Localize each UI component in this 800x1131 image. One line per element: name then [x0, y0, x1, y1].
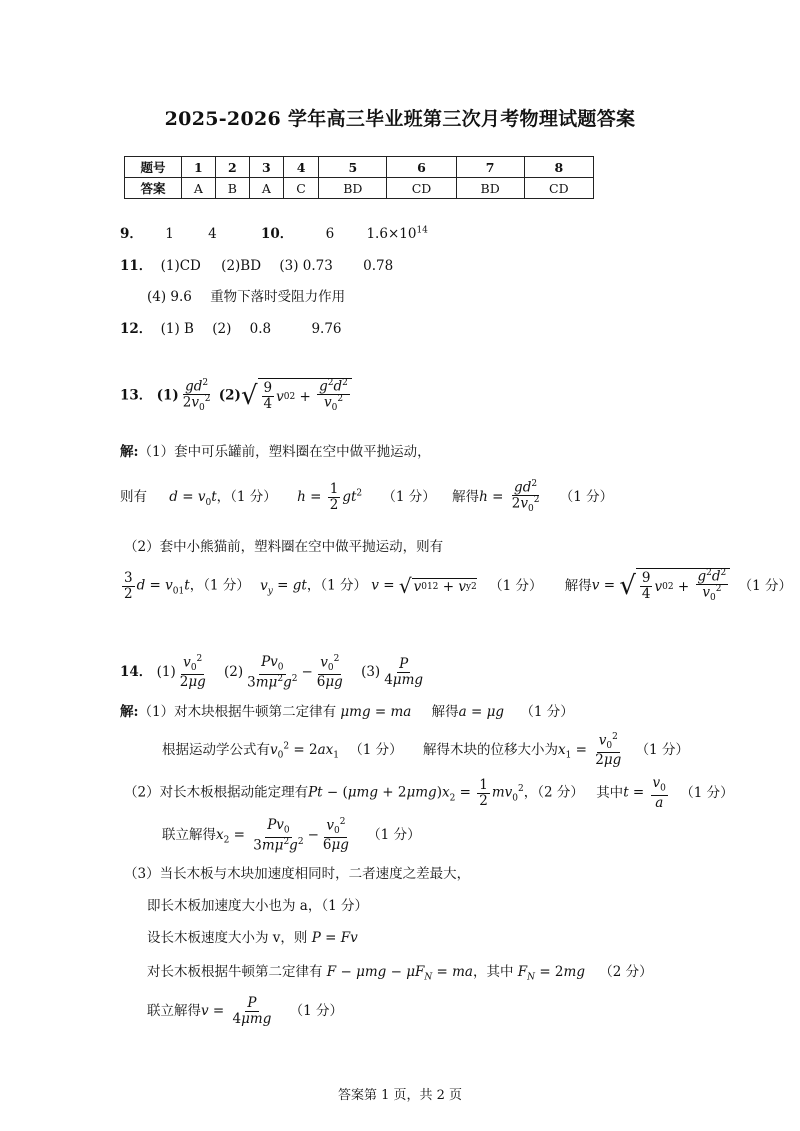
formula-h: $\frac{gd^2}{2v_0^2}$	[182, 377, 211, 414]
q13-sol-1: 解:（1）套中可乐罐前，塑料圈在空中做平抛运动，	[120, 444, 431, 460]
question-number: 4	[283, 157, 319, 178]
q11-part2: (2)BD	[221, 258, 262, 274]
q12-part1: (1) B	[160, 321, 194, 337]
question-number: 6	[387, 157, 456, 178]
question-number: 3	[250, 157, 284, 178]
q10-answer-1: 6	[325, 226, 335, 242]
q11-line	[120, 254, 393, 274]
answer-cell: BD	[319, 178, 387, 199]
q11-part1: (1)CD	[160, 258, 201, 274]
q14-sol-7: 设长木板速度大小为 v，则 P = Fv	[147, 930, 358, 946]
q14-sol-9: 联立解得v = $\frac{P}{\text{4μmg}}$ （1 分）	[147, 995, 344, 1027]
q9-number: 9．	[120, 226, 143, 242]
q14-number: 14．	[120, 663, 153, 680]
q11-number: 11．	[120, 258, 153, 274]
answer-cell: A	[250, 178, 284, 199]
question-number: 8	[524, 157, 593, 178]
table-header: 答案	[125, 178, 182, 199]
q9-answer-1: 1	[165, 226, 174, 242]
table-header: 题号	[125, 157, 182, 178]
question-number: 1	[182, 157, 216, 178]
q13-number: 13．	[120, 387, 153, 404]
q9-line	[120, 222, 428, 242]
q14-sol-2: 根据运动学公式有$v_0^2 = 2ax_1$ （1 分） 解得木块的位移大小为$x_1$ = $\frac{v_0^2}{2\mu g}$ （1 分）	[162, 732, 689, 769]
page-footer: 答案第 1 页，共 2 页	[337, 1088, 463, 1103]
q14-sol-3: （2）对长木板根据动能定理有$Pt - (\mu mg + 2\mu mg)x_2$ = $\frac{1}{2}$ $mv_0^2$，（2 分） 其中t = $\frac{v_0}{a}$ （1 分）	[124, 775, 734, 811]
answer-table	[124, 156, 594, 199]
table-row	[125, 178, 594, 199]
q14-sol-6: 即长木板加速度大小也为 a，（1 分）	[147, 898, 368, 914]
q12-part2-b: 9.76	[311, 321, 342, 337]
q11-part4: (4) 9.6	[147, 289, 192, 305]
q14-sol-4: 联立解得$x_2$ = $\frac{Pv_0}{3m\mu^2g^2}$ − $\frac{v_0^2}{6\mu g}$ （1 分）	[162, 817, 421, 854]
q12-part2-a: 0.8	[249, 321, 272, 337]
table-row	[125, 157, 594, 178]
page-title: 2025-2026 学年高三毕业班第三次月考物理试题答案	[164, 108, 636, 130]
answer-cell: A	[182, 178, 216, 199]
answer-cell: C	[283, 178, 319, 199]
answer-cell: B	[215, 178, 249, 199]
q13-sol-4: $\frac{3}{2}$ $d = v_{01}t$，（1 分） $v_y$ = gt，（1 分） v = √ v 01 2 + v y 2 （1 分） 解得v = √ $\frac{9}{4}$ v 0 2 + $\frac{g^2d^2}{v_0^2}$ （1 分）	[124, 568, 792, 604]
q10-number: 10．	[260, 226, 294, 242]
q14-sol-8: 对长木板根据牛顿第二定律有 $F - \mu mg - \mu F_N$ = ma，其中 $F_N = 2mg$ （2 分）	[147, 964, 653, 983]
q11-part4-b: 重物下落时受阻力作用	[210, 289, 346, 305]
q12-part2: (2)	[212, 321, 232, 337]
answer-cell: CD	[387, 178, 456, 199]
q14-answer-line: 14． (1) $\frac{v_0^2}{2\mu g}$ (2) $\frac{Pv_0}{3m\mu^2g^2}$ − $\frac{v_0^2}{6\mu g}$ (3) $\frac{P}{\text{4μmg}}$	[120, 654, 424, 691]
q13-sol-2: 则有 $d = v_0t$，（1 分） h = $\frac{1}{2}$ $gt^2$ （1 分） 解得h = $\frac{gd^2}{2v_0^2}$ （1 分）	[120, 479, 614, 515]
q13-answer-line: 13． (1) $\frac{gd^2}{2v_0^2}$ (2) √ $\frac{9}{4}$ v 0 2 + $\frac{g^2d^2}{v_0^2}$	[120, 378, 352, 414]
q9-answer-2: 4	[208, 226, 217, 242]
q12-number: 12．	[120, 321, 153, 337]
question-number: 7	[456, 157, 524, 178]
q13-sol-3: （2）套中小熊猫前，塑料圈在空中做平抛运动，则有	[124, 539, 444, 555]
q10-answer-2: $1.6\times 10^{14}$	[366, 225, 428, 242]
q11-part3: (3) 0.73	[279, 258, 333, 274]
q14-sol-5: （3）当长木板与木块加速度相同时，二者速度之差最大，	[124, 866, 471, 882]
answer-cell: CD	[524, 178, 593, 199]
q11-line-2	[147, 285, 345, 305]
q11-part3-b: 0.78	[363, 258, 394, 274]
answer-cell: BD	[456, 178, 524, 199]
solution-label: 解:	[120, 444, 139, 460]
q12-line	[120, 317, 342, 337]
formula-v: √ $\frac{9}{4}$ v 0 2 + $\frac{g^2d^2}{v_0^2}$	[241, 378, 352, 414]
question-number: 2	[215, 157, 249, 178]
solution-label: 解:	[120, 704, 139, 720]
question-number: 5	[319, 157, 387, 178]
q14-sol-1: 解:（1）对木块根据牛顿第二定律有 μmg = ma 解得a = μg （1 分）	[120, 704, 574, 720]
